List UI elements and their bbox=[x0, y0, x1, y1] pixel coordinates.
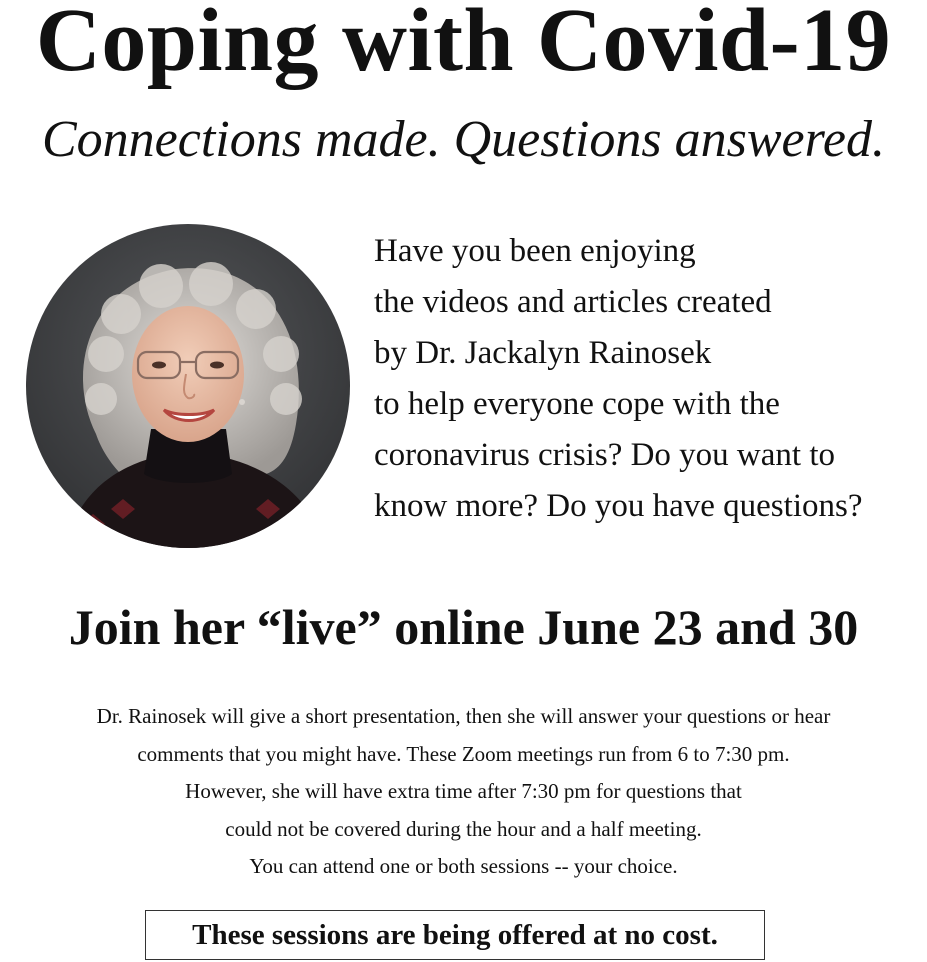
event-headline: Join her “live” online June 23 and 30 bbox=[68, 599, 859, 655]
intro-line: to help everyone cope with the bbox=[374, 386, 780, 422]
cost-notice-box bbox=[145, 910, 765, 960]
intro-line: by Dr. Jackalyn Rainosek bbox=[374, 335, 712, 371]
details-line: could not be covered during the hour and a half meeting. bbox=[225, 816, 702, 841]
details-line: You can attend one or both sessions -- your choice. bbox=[249, 854, 678, 878]
intro-paragraph bbox=[374, 226, 927, 532]
intro-line: Have you been enjoying bbox=[374, 233, 696, 269]
intro-line: know more? Do you have questions? bbox=[374, 488, 863, 524]
details-line: Dr. Rainosek will give a short presentation, then she will answer your questions or hear bbox=[96, 704, 831, 728]
page-title: Coping with Covid-19 bbox=[35, 0, 892, 90]
page-subtitle: Connections made. Questions answered. bbox=[42, 111, 885, 168]
intro-line: the videos and articles created bbox=[374, 284, 772, 320]
details-line: However, she will have extra time after 7:30 pm for questions that bbox=[185, 779, 742, 803]
intro-line: coronavirus crisis? Do you want to bbox=[374, 437, 835, 473]
portrait-photo bbox=[26, 224, 350, 548]
event-details bbox=[0, 698, 927, 886]
cost-notice: These sessions are being offered at no cost. bbox=[192, 918, 718, 951]
details-line: comments that you might have. These Zoom meetings run from 6 to 7:30 pm. bbox=[137, 741, 790, 766]
